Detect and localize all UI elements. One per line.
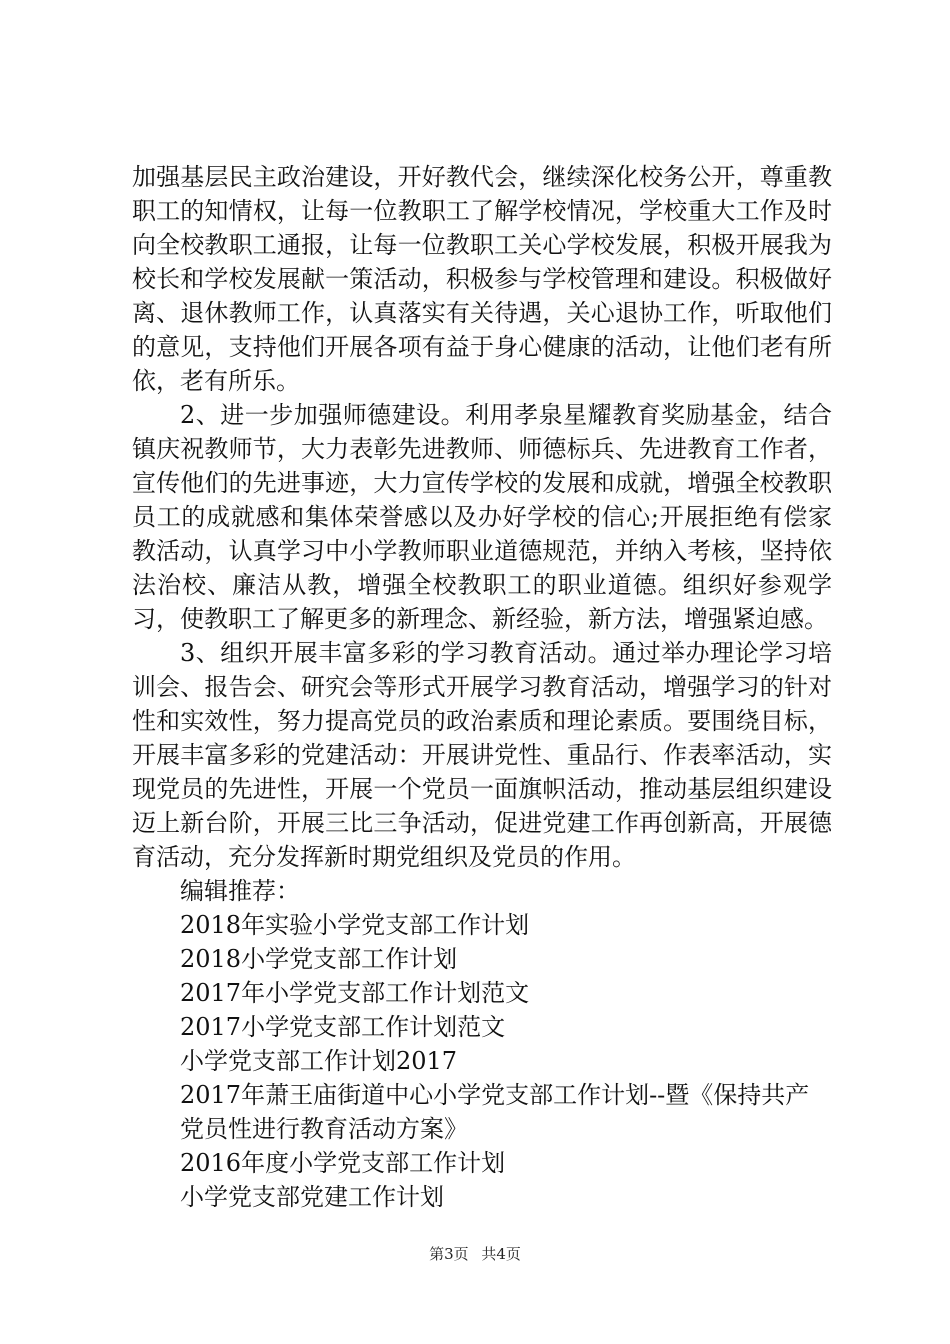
recommend-link[interactable]: 2017年小学党支部工作计划范文 bbox=[180, 979, 530, 1007]
paragraph-learning: 3、组织开展丰富多彩的学习教育活动。通过举办理论学习培训会、报告会、研究会等形式开展学习教育活动，增强学习的针对性和实效性，努力提高党员的政治素质和理论素质。要围绕目标，开展丰富多彩的党建活动：开展讲党性、重品行、作表率活动，实现党员的先进性，开展一个党员一面旗帜活动，推动基层组织建设迈上新台阶，开展三比三争活动，促进党建工作再创新高，开展德育活动，充分发挥新时期党组织及党员的作用。 bbox=[132, 639, 832, 871]
recommend-link[interactable]: 小学党支部党建工作计划 bbox=[180, 1183, 444, 1211]
recommend-link[interactable]: 2016年度小学党支部工作计划 bbox=[180, 1149, 506, 1177]
recommend-heading: 编辑推荐： bbox=[180, 877, 300, 905]
paragraph-democracy: 加强基层民主政治建设，开好教代会，继续深化校务公开，尊重教职工的知情权，让每一位教职工了解学校情况，学校重大工作及时向全校教职工通报，让每一位教职工关心学校发展，积极开展我为校长和学校发展献一策活动，积极参与学校管理和建设。积极做好离、退休教师工作，认真落实有关待遇，关心退协工作，听取他们的意见，支持他们开展各项有益于身心健康的活动，让他们老有所依，老有所乐。 bbox=[132, 163, 832, 395]
recommend-link[interactable]: 2017小学党支部工作计划范文 bbox=[180, 1013, 506, 1041]
recommend-link[interactable]: 小学党支部工作计划2017 bbox=[180, 1047, 458, 1075]
recommend-link[interactable]: 2017年萧王庙街道中心小学党支部工作计划--暨《保持共产党员性进行教育活动方案》 bbox=[180, 1081, 810, 1143]
recommend-link[interactable]: 2018小学党支部工作计划 bbox=[180, 945, 458, 973]
document-body bbox=[132, 160, 832, 1214]
recommend-link[interactable]: 2018年实验小学党支部工作计划 bbox=[180, 911, 530, 939]
page-footer bbox=[0, 1244, 950, 1264]
page-number: 第3页 bbox=[429, 1245, 469, 1263]
page-total: 共4页 bbox=[481, 1245, 521, 1263]
recommend-list bbox=[132, 908, 832, 1214]
paragraph-ethics: 2、进一步加强师德建设。利用孝泉星耀教育奖励基金，结合镇庆祝教师节，大力表彰先进教师、师德标兵、先进教育工作者，宣传他们的先进事迹，大力宣传学校的发展和成就，增强全校教职员工的成就感和集体荣誉感以及办好学校的信心;开展拒绝有偿家教活动，认真学习中小学教师职业道德规范，并纳入考核，坚持依法治校、廉洁从教，增强全校教职工的职业道德。组织好参观学习，使教职工了解更多的新理念、新经验，新方法，增强紧迫感。 bbox=[132, 401, 832, 633]
